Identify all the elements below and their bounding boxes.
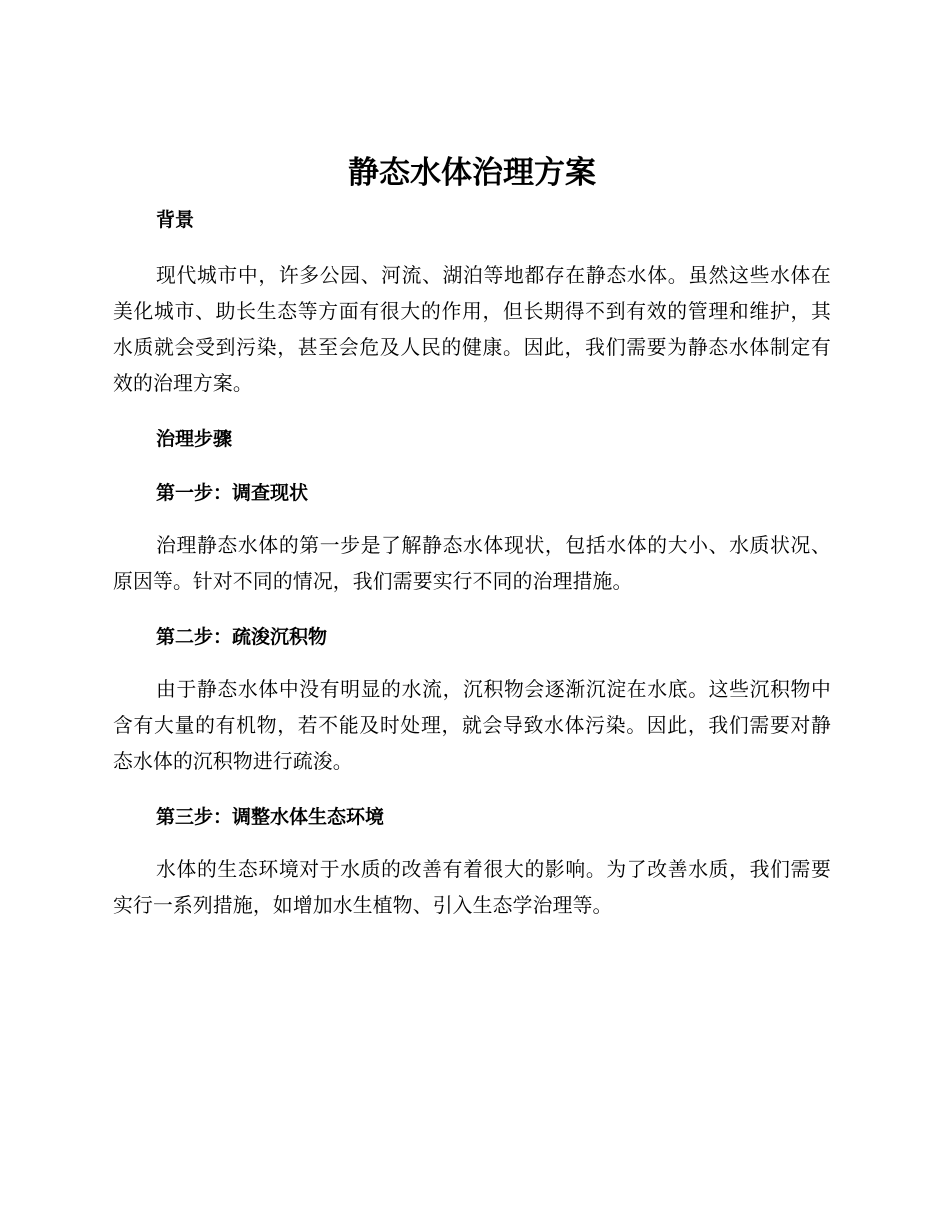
document-page	[113, 148, 831, 924]
step2-heading: 第二步：疏浚沉积物	[156, 626, 328, 648]
step2-paragraph: 由于静态水体中没有明显的水流，沉积物会逐渐沉淀在水底。这些沉积物中含有大量的有机物，若不能及时处理，就会导致水体污染。因此，我们需要对静态水体的沉积物进行疏浚。	[113, 678, 831, 773]
step1-paragraph: 治理静态水体的第一步是了解静态水体现状，包括水体的大小、水质状况、原因等。针对不同的情况，我们需要实行不同的治理措施。	[113, 534, 831, 593]
background-heading: 背景	[156, 209, 195, 231]
steps-heading: 治理步骤	[156, 428, 233, 450]
step3-paragraph: 水体的生态环境对于水质的改善有着很大的影响。为了改善水质，我们需要实行一系列措施，如增加水生植物、引入生态学治理等。	[113, 858, 831, 917]
document-title: 静态水体治理方案	[348, 155, 596, 191]
background-paragraph: 现代城市中，许多公园、河流、湖泊等地都存在静态水体。虽然这些水体在美化城市、助长生态等方面有很大的作用，但长期得不到有效的管理和维护，其水质就会受到污染，甚至会危及人民的健康。因此，我们需要为静态水体制定有效的治理方案。	[113, 264, 831, 395]
step3-heading: 第三步：调整水体生态环境	[156, 806, 385, 828]
step1-heading: 第一步：调查现状	[156, 482, 309, 504]
